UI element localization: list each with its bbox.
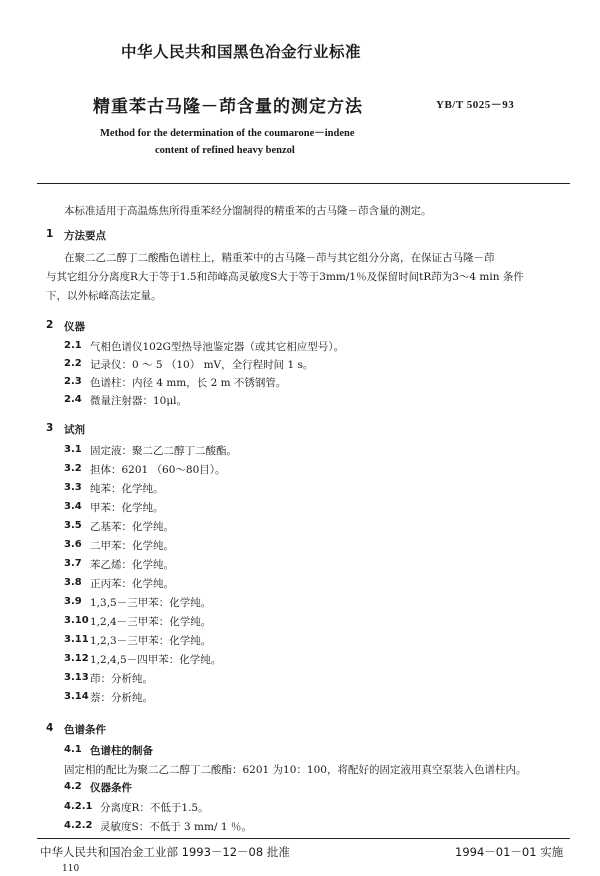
item-3-3-text: 纯苯：化学纯。 <box>90 483 164 495</box>
section-3-title: 试剂 <box>64 424 85 436</box>
page-number: 110 <box>62 864 80 874</box>
item-3-4-number: 3.4 <box>64 501 82 512</box>
section-1-line-3: 下，以外标峰高法定量。 <box>46 290 162 302</box>
section-4-title: 色谱条件 <box>64 724 106 736</box>
item-4-1-number: 4.1 <box>64 744 82 755</box>
item-4-2-2-text: 灵敏度S：不低于 3 mm/ 1 ％。 <box>100 821 252 833</box>
item-2-4-text: 微量注射器：10μl。 <box>90 395 188 407</box>
item-4-2-2-number: 4.2.2 <box>64 820 93 831</box>
english-title-line-2: content of refined heavy benzol <box>155 145 295 156</box>
section-1-title: 方法要点 <box>64 230 106 242</box>
item-3-9-text: 1,3,5－三甲苯：化学纯。 <box>90 597 212 609</box>
item-4-2-1-number: 4.2.1 <box>64 801 93 812</box>
item-4-2-number: 4.2 <box>64 781 82 792</box>
section-1-line-2: 与其它组分分离度R大于等于1.5和茚峰高灵敏度S大于等于3mm/1％及保留时间tR茚为3～4 min 条件 <box>46 271 524 283</box>
item-3-11-text: 1,2,3－三甲苯：化学纯。 <box>90 635 212 647</box>
item-3-8-text: 正丙苯：化学纯。 <box>90 578 174 590</box>
section-4-number: 4 <box>46 722 54 734</box>
item-3-10-text: 1,2,4－三甲苯：化学纯。 <box>90 616 212 628</box>
item-3-14-number: 3.14 <box>64 691 89 702</box>
issuing-standard-heading: 中华人民共和国黑色冶金行业标准 <box>121 43 362 61</box>
header-divider <box>37 183 570 184</box>
item-2-3-number: 2.3 <box>64 376 82 387</box>
item-4-1-text: 固定相的配比为聚二乙二醇丁二酸酯：6201 为10：100，将配好的固定液用真空泵装入色谱柱内。 <box>64 764 527 776</box>
implementation-date: 1994－01－01 实施 <box>455 845 564 859</box>
item-3-2-text: 担体：6201 （60～80目）。 <box>90 464 226 476</box>
item-3-8-number: 3.8 <box>64 577 82 588</box>
item-3-13-number: 3.13 <box>64 672 89 683</box>
item-3-7-text: 苯乙烯：化学纯。 <box>90 559 174 571</box>
item-3-3-number: 3.3 <box>64 482 82 493</box>
item-3-5-text: 乙基苯：化学纯。 <box>90 521 174 533</box>
item-3-9-number: 3.9 <box>64 596 82 607</box>
section-2-title: 仪器 <box>64 321 85 333</box>
item-4-2-1-text: 分离度R：不低于1.5。 <box>100 802 209 814</box>
item-2-2-text: 记录仪：0 ～ 5 （10） mV，全行程时间 1 s。 <box>90 359 314 371</box>
item-3-1-number: 3.1 <box>64 444 82 455</box>
item-2-2-number: 2.2 <box>64 358 82 369</box>
approval-line: 中华人民共和国冶金工业部 1993－12－08 批准 <box>40 845 290 859</box>
item-4-2-title: 仪器条件 <box>90 782 132 794</box>
scope-paragraph: 本标准适用于高温炼焦所得重苯经分馏制得的精重苯的古马隆－茚含量的测定。 <box>64 205 432 217</box>
item-3-14-text: 萘：分析纯。 <box>90 692 153 704</box>
item-3-12-text: 1,2,4,5－四甲苯：化学纯。 <box>90 654 222 666</box>
item-2-1-number: 2.1 <box>64 340 82 351</box>
item-4-1-title: 色谱柱的制备 <box>90 745 153 757</box>
footer-divider <box>37 838 570 839</box>
item-3-4-text: 甲苯：化学纯。 <box>90 502 164 514</box>
item-2-1-text: 气相色谱仪102G型热导池鉴定器（或其它相应型号）。 <box>90 341 345 353</box>
item-3-5-number: 3.5 <box>64 520 82 531</box>
standard-code: YB/T 5025－93 <box>436 99 515 111</box>
item-3-7-number: 3.7 <box>64 558 82 569</box>
item-2-4-number: 2.4 <box>64 394 82 405</box>
item-3-12-number: 3.12 <box>64 653 89 664</box>
item-3-13-text: 茚：分析纯。 <box>90 673 153 685</box>
english-title-line-1: Method for the determination of the coumarone－indene <box>100 128 355 139</box>
item-3-1-text: 固定液：聚二乙二醇丁二酸酯。 <box>90 445 237 457</box>
section-1-line-1: 在聚二乙二醇丁二酸酯色谱柱上，精重苯中的古马隆－茚与其它组分分离，在保证古马隆－茚 <box>64 252 495 264</box>
item-2-3-text: 色谱柱：内径 4 mm，长 2 m 不锈钢管。 <box>90 377 287 389</box>
item-3-6-text: 二甲苯：化学纯。 <box>90 540 174 552</box>
item-3-6-number: 3.6 <box>64 539 82 550</box>
item-3-2-number: 3.2 <box>64 463 82 474</box>
section-2-number: 2 <box>46 319 54 331</box>
document-title: 精重苯古马隆－茚含量的测定方法 <box>93 97 363 117</box>
item-3-10-number: 3.10 <box>64 615 89 626</box>
section-3-number: 3 <box>46 422 54 434</box>
item-3-11-number: 3.11 <box>64 634 89 645</box>
section-1-number: 1 <box>46 228 54 240</box>
